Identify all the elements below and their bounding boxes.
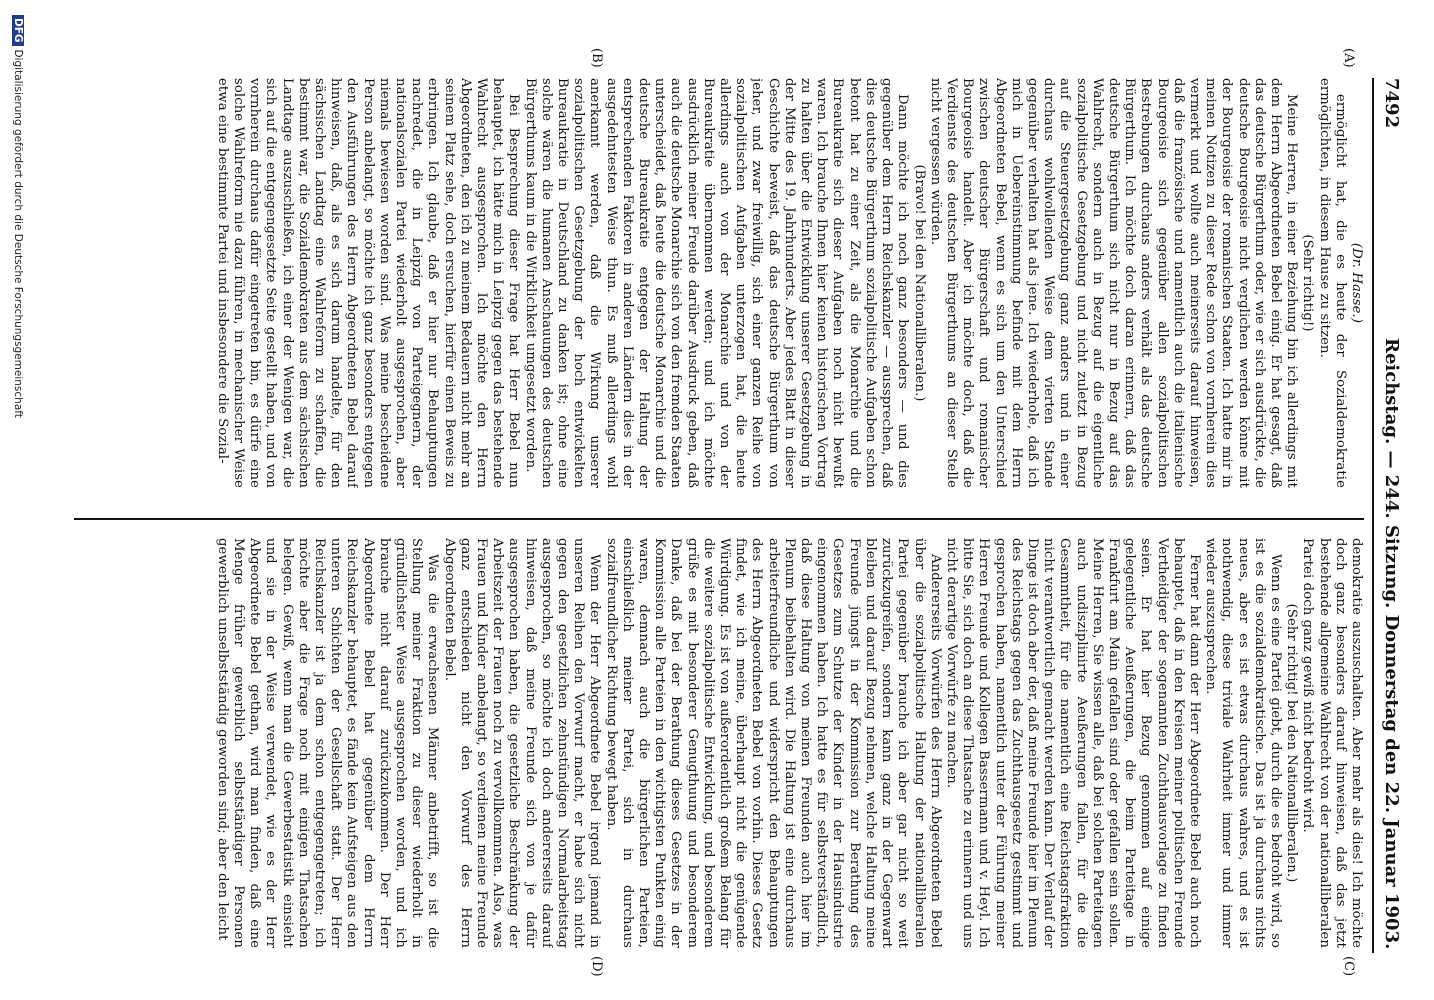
dfg-logo: DFG (12, 15, 24, 46)
interjection: (Bravo! bei den Nationalliberalen.) (911, 164, 927, 402)
page-header (1372, 78, 1406, 953)
paragraph: Wenn der Herr Abgeordnete Bebel irgend jemand in unseren Reihen den Vorwurf macht, er habe sich nicht gegen den gesetzlichen zehnstündigen Normalarbeitstag ausgesprochen, so möchte ich doch andererseits darauf hinweisen, daß meine Freunde sich von je dafür ausgesprochen haben, die gesetzliche Beschränkung der Arbeitszeit der Frauen noch zu vervollkommnen. Also, was Frauen und Kinder anbelangt, so verdienen meine Freunde ganz entschieden nicht den Vorwurf des Herrn Abgeordneten Bebel. (441, 538, 603, 948)
paragraph: ermöglicht hat, die es heute der Sozialdemokratie ermöglichten, in diesem Hause zu sitzen. (1316, 78, 1348, 488)
margin-label-c: (C) (1341, 956, 1356, 977)
margin-label-b: (B) (589, 48, 604, 68)
margin-label-a: (A) (1341, 48, 1356, 68)
credit-text: Digitalisierung gefördert durch die Deutsche Forschungsgemeinschaft (12, 49, 24, 418)
paragraph: Meine Herren, in einer Beziehung bin ich allerdings mit dem Herrn Abgeordneten Bebel einig. Er hat gesagt, daß das deutsche Bürgerthum oder, wie er sich ausdrückte, die deutsche Bourgeoisie nicht verglichen werden könne mit der Bourgeoisie der romanischen Staaten. Ich hatte mir in meinen Notizen zu dieser Rede schon von vornherein dies vermerkt und wollte auch meinerseits darauf hinweisen, daß die französische und namentlich auch die italienische Bourgeoisie sich gegenüber allen sozialpolitischen Bestrebungen durchaus anders verhält als das deutsche Bürgerthum. Ich möchte doch daran erinnern, daß das deutsche Bürgerthum sich nicht nur in Bezug auf das Wahlrecht, sondern auch in Bezug auf die eigentliche sozialpolitische Gesetzgebung und nicht zuletzt in Bezug auf die Steuergesetzgebung ganz anders und in einer durchaus wohlwollenden Weise dem vierten Stande gegenüber verhalten hat als jene. Ich wiederhole, daß ich mich in Uebereinstimmung befinde mit dem Herrn Abgeordneten Bebel, wenn es sich um den Unterschied zwischen deutscher Bürgerschaft und romanischer Bourgeoisie handelt. Aber ich möchte doch, daß die Verdienste des deutschen Bürgerthums an dieser Stelle nicht vergessen würden. (927, 78, 1300, 488)
header-rule (1372, 78, 1374, 953)
paragraph: Andererseits Vorwürfen des Herrn Abgeordneten Bebel über die sozialpolitische Haltung der nationalliberalen Partei gegenüber brauche ich aber gar nicht so weit zurückzugreifen, sondern kann ganz in der Gegenwart bleiben und darauf Bezug nehmen, welche Haltung meine Freunde jüngst in der Kommission zur Berathung des Gesetzes zum Schutze der Kinder in der Hausindustrie eingenommen haben. Ich hatte es für selbstverständlich, daß diese Haltung von meinen Freunden auch hier im Plenum beibehalten wird. Die Haltung ist eine durchaus arbeiterfreundliche und widerspricht den Behauptungen des Herrn Abgeordneten Bebel von vorhin. Dieses Gesetz findet, wie ich meine, überhaupt nicht die genügende Würdigung. Es ist von außerordentlich großem Belang für die weitere sozialpolitische Entwicklung, und besonderem grüße es mit besonderer Genugthuung und besonderem Danke, daß bei der Berathung dieses Gesetzes in der Kommission alle Parteien in den wichtigsten Punkten einig waren, demnach auch die bürgerlichen Parteien, einschließlich meiner Partei, sich in durchaus sozialfreundlicher Richtung bewegt haben. (603, 538, 943, 948)
digitization-credit (12, 15, 24, 418)
paragraph: demokratie auszuschalten. Aber mehr als dies! Ich möchte doch ganz besonders darauf hinweisen, daß das jetzt bestehende allgemeine Wahlrecht von der nationalliberalen Partei doch ganz gewiß nicht bedroht wird. (1300, 538, 1364, 948)
speaker-tag: (Dr. Hasse.) (1349, 242, 1364, 324)
page-title: Reichstag. — 244. Sitzung. Donnerstag den 22. Januar 1903. (1381, 338, 1402, 950)
paragraph: Ferner hat dann der Herr Abgeordnete Bebel auch noch behauptet, daß in den Kreisen meiner politischen Freunde Vertheidiger der sogenannten Zuchthausvorlage zu finden seien. Er hat hier Bezug genommen auf einige gelegentliche Aeußerungen, die beim Parteitage in Frankfurt am Main gefallen sind oder gefallen sein sollen. Meine Herren, Sie wissen alle, daß bei solchen Parteitagen auch undisziplinirte Aeußerungen fallen, für die die Gesammtheit, für die namentlich eine Reichstagsfraktion nicht verantwortlich gemacht werden kann. Der Verlauf der Dinge ist doch aber der, daß meine Freunde hier im Plenum des Reichstags gegen das Zuchthausgesetz gestimmt und gesprochen haben, namentlich unter der Führung meiner Herren Freunde und Kollegen Bassermann und v. Heyl. Ich bitte Sie, sich doch an diese Thatsache zu erinnern und uns nicht derartige Vorwürfe zu machen. (943, 538, 1202, 948)
interjection: (Sehr richtig! bei den Nationalliberalen.) (1284, 603, 1300, 883)
margin-label-d: (D) (589, 956, 604, 977)
page-number: 7492 (1381, 78, 1402, 129)
interjection: (Sehr richtig!) (1300, 234, 1316, 332)
paragraph: Dann möchte ich noch ganz besonders — und dies gegenüber dem Herrn Reichskanzler — aussprechen, daß dies deutsche Bürgerthum sozialpolitische Aufgaben schon betont hat zu einer Zeit, als die Monarchie und die Bureaukratie sich dieser Aufgaben noch nicht bewußt waren. Ich brauche Ihnen hier keinen historischen Vortrag zu halten über die Entwicklung unserer Gesetzgebung in der Mitte des 19. Jahrhunderts. Aber jedes Blatt in dieser Geschichte beweist, daß das deutsche Bürgerthum von jeher, und zwar freiwillig, sich einer ganzen Reihe von sozialpolitischen Aufgaben unterzogen hat, die heute allerdings auch von der Monarchie und von der Bureaukratie übernommen werden; und ich möchte ausdrücklich meiner Freude darüber Ausdruck geben, daß auch die deutsche Monarchie sich von den fremden Staaten unterscheidet, daß heute die deutsche Monarchie und die deutsche Bureaukratie entgegen der Haltung der entsprechenden Faktoren in anderen Ländern dies in der ausgedehntesten Weise thun. Es muß allerdings wohl anerkannt werden, daß die Wirkung unserer sozialpolitischen Gesetzgebung der hoch entwickelten Bureaukratie in Deutschland zu danken ist; ohne eine solche wären die humanen Anschauungen des deutschen Bürgerthums kaum in die Wirklichkeit umgesetzt worden. (522, 78, 911, 488)
paragraph: Was die erwachsenen Männer anbetrifft, so ist die Stellung meiner Fraktion zu dieser wiederholt in gründlichster Weise ausgesprochen worden, und ich brauche nicht darauf zurückzukommen. Der Herr Abgeordnete Bebel hat gegenüber dem Herrn Reichskanzler behauptet, es fände kein Aufsteigen aus den unteren Schichten der Gesellschaft statt. Der Herr Reichskanzler ist ja dem schon entgegengetreten; ich möchte aber die Frage noch mit einigen Thatsachen belegen. Gewiß, wenn man die Gewerbestatistik einsieht und sie in der Weise verwendet, wie es der Herr Abgeordnete Bebel gethan, wird man finden, daß eine Menge früher gewerblich selbstständiger Personen gewerblich unselbstständig geworden sind; aber den leicht (214, 538, 441, 948)
left-text-column (64, 78, 1364, 488)
column-divider (74, 518, 1364, 520)
right-text-column (64, 538, 1364, 948)
paragraph: Wenn es eine Partei giebt, durch die es bedroht wird, so ist es die sozialdemokratische. Das ist ja durchaus nichts neues, aber es ist etwas durchaus wahres, und es ist nothwendig, diese triviale Wahrheit immer und immer wieder auszusprechen. (1203, 538, 1283, 948)
paragraph: Bei Besprechung dieser Frage hat Herr Bebel nun behauptet, ich hätte mich in Leipzig gegen das bestehende Wahlrecht ausgesprochen. Ich möchte den Herrn Abgeordneten, den ich zu meinem Bedauern nicht mehr an seinem Platz sehe, doch ersuchen, hierfür einen Beweis zu erbringen. Ich glaube, daß er hier nur Behauptungen nachredet, die in Leipzig von Parteigegnern, der nationalsozialen Partei wiederholt ausgesprochen, aber niemals bewiesen worden sind. Was meine bescheidene Person anbelangt, so möchte ich ganz besonders entgegen den Ausführungen des Herrn Abgeordneten Bebel darauf hinweisen, daß, als es sich darum handelte, für den sächsischen Landtag eine Wahlreform zu schaffen, die bestimmt war, die Sozialdemokraten aus dem sächsischen Landtage auszuschließen, ich einer der Wenigen war, die sich auf die entgegengesetzte Seite gestellt haben, und von vornherein durchaus dafür eingetreten bin, es dürfe eine solche Wahlreform nie dazu führen, in mechanischer Weise etwa eine bestimmte Partei und insbesondere die Sozial- (214, 78, 522, 488)
